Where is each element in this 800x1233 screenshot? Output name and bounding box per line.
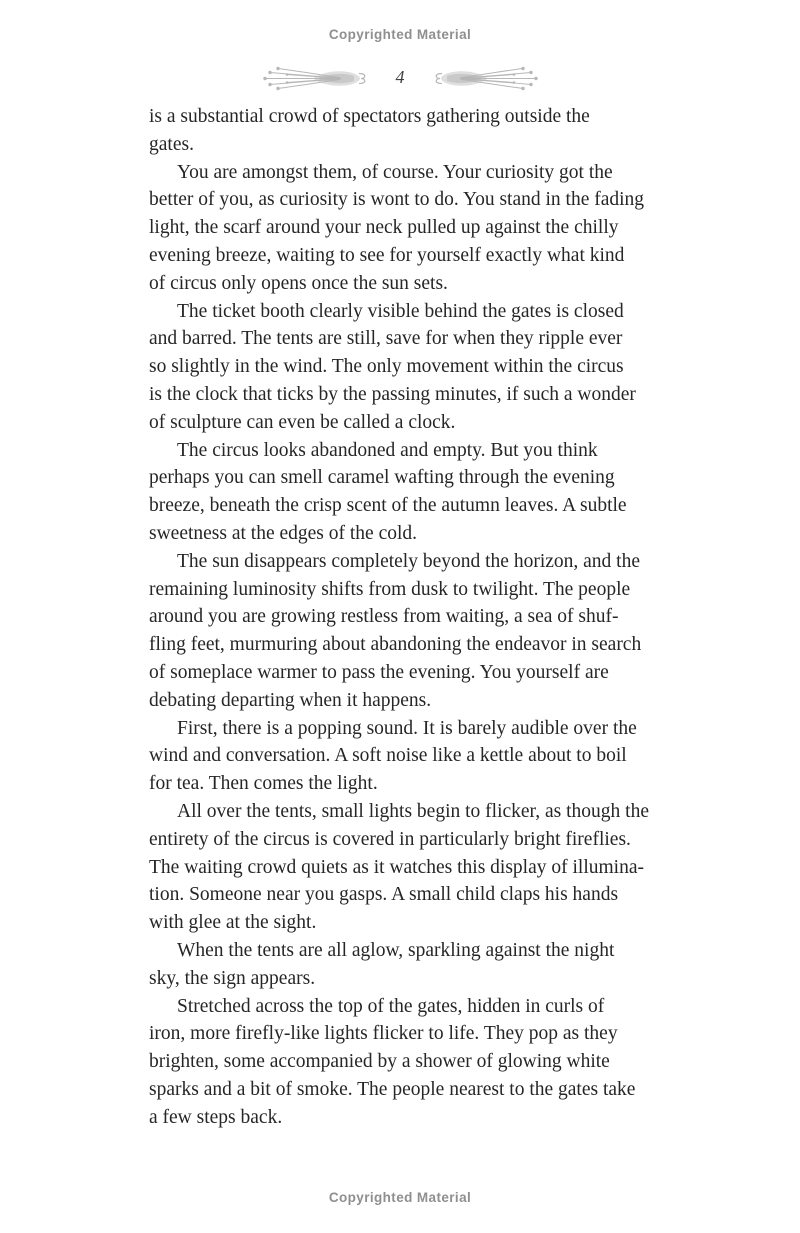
copyright-notice-bottom: Copyrighted Material (328, 1190, 472, 1205)
page-number: 4 (395, 67, 405, 87)
paragraph: The circus looks abandoned and empty. But you think perhaps you can smell caramel wafting through the evening breeze, beneath the crisp scent of the autumn leaves. A subtle sweetness at the edges of the cold. (149, 439, 627, 544)
paragraph: The sun disappears completely beyond the horizon, and the remaining luminosity shifts from dusk to twilight. The people around you are growing restless from waiting, a sea of shuf- fling feet, murmuring about abandoning the endeavor in search of someplace warmer to pass the evening. You yourself are debating departing when it happens. (149, 550, 642, 711)
flourish-right-icon (432, 65, 540, 92)
paragraph: Stretched across the top of the gates, hidden in curls of iron, more firefly-like lights flicker to life. They pop as they brighten, some accompanied by a shower of glowing white sparks and a bit of smoke. The people nearest to the gates take a few steps back. (149, 995, 636, 1128)
flourish-left-icon (261, 65, 369, 92)
paragraph: All over the tents, small lights begin to flicker, as though the entirety of the circus is covered in particularly bright fireflies. The waiting crowd quiets as it watches this display of illumina- tion. Someone near you gasps. A small child claps his hands with glee at the sight. (149, 800, 650, 934)
body-text (149, 103, 673, 1131)
paragraph: You are amongst them, of course. Your curiosity got the better of you, as curiosity is wont to do. You stand in the fading light, the scarf around your neck pulled up against the chilly evening breeze, waiting to see for yourself exactly what kind of circus only opens once the sun sets. (149, 161, 645, 294)
copyright-notice-top: Copyrighted Material (328, 27, 472, 42)
paragraph: When the tents are all aglow, sparkling against the night sky, the sign appears. (149, 939, 615, 989)
page-header-ornament (0, 62, 800, 94)
paragraph: First, there is a popping sound. It is barely audible over the wind and conversation. A soft noise like a kettle about to boil for tea. Then comes the light. (149, 717, 637, 795)
paragraph: The ticket booth clearly visible behind the gates is closed and barred. The tents are still, save for when they ripple ever so slightly in the wind. The only movement within the circus is the clock that ticks by the passing minutes, if such a wonder of sculpture can even be called a clock. (149, 300, 636, 433)
paragraph: is a substantial crowd of spectators gathering outside the gates. (149, 106, 590, 155)
